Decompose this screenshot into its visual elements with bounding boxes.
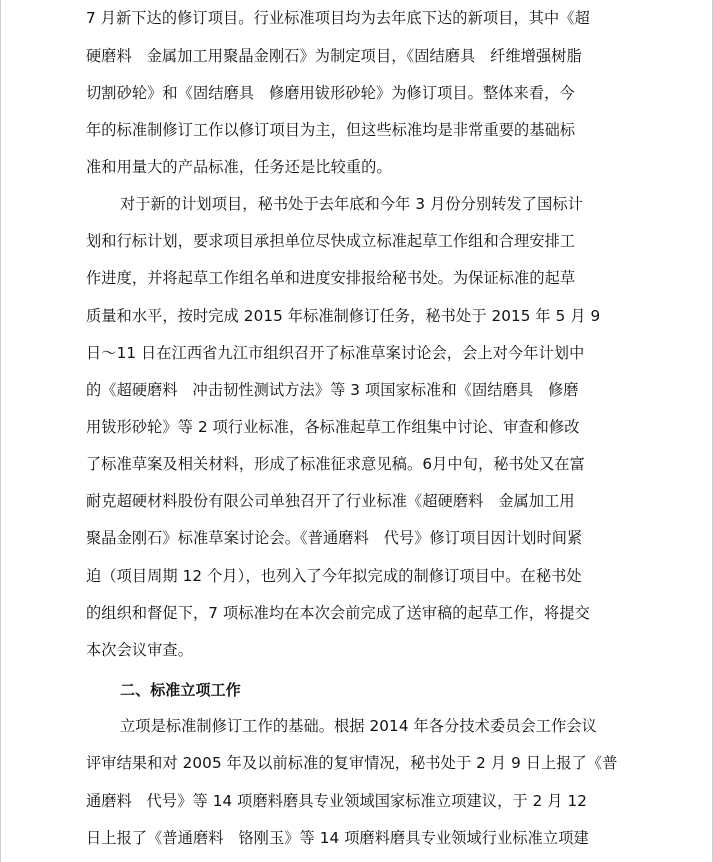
paragraph-1-line: 硬磨料 金属加工用聚晶金刚石》为制定项目，《固结磨具 纤维增强树脂 xyxy=(86,47,582,65)
paragraph-1-line: 7 月新下达的修订项目。行业标准项目均为去年底下达的新项目，其中《超 xyxy=(86,9,590,27)
paragraph-2-line: 的《超硬磨料 冲击韧性测试方法》等 3 项国家标准和《固结磨具 修磨 xyxy=(86,381,579,399)
paragraph-2-line: 的组织和督促下，7 项标准均在本次会前完成了送审稿的起草工作，将提交 xyxy=(86,604,590,622)
section-heading: 二、标准立项工作 xyxy=(120,681,241,699)
paragraph-2-line: 质量和水平，按时完成 2015 年标准制修订任务，秘书处于 2015 年 5 月 9 xyxy=(86,307,601,325)
paragraph-3-line: 通磨料 代号》等 14 项磨料磨具专业领域国家标准立项建议，于 2 月 12 xyxy=(86,792,587,810)
paragraph-3-line: 日上报了《普通磨料 铬刚玉》等 14 项磨料磨具专业领域行业标准立项建 xyxy=(86,829,589,847)
paragraph-2-line: 耐克超硬材料股份有限公司单独召开了行业标准《超硬磨料 金属加工用 xyxy=(86,492,575,510)
paragraph-3-line: 评审结果和对 2005 年及以前标准的复审情况，秘书处于 2 月 9 日上报了《普 xyxy=(86,754,618,772)
paragraph-2-line: 对于新的计划项目，秘书处于去年底和今年 3 月份分别转发了国标计 xyxy=(120,195,583,213)
paragraph-1-line: 切割砂轮》和《固结磨具 修磨用钹形砂轮》为修订项目。整体来看，今 xyxy=(86,84,575,102)
page-left-border xyxy=(0,0,1,862)
paragraph-2-line: 作进度，并将起草工作组名单和进度安排报给秘书处。为保证标准的起草 xyxy=(86,269,576,287)
paragraph-1-line: 准和用量大的产品标准，任务还是比较重的。 xyxy=(86,158,392,176)
paragraph-3-line: 立项是标准制修订工作的基础。根据 2014 年各分技术委员会工作会议 xyxy=(120,717,597,735)
paragraph-2-line: 划和行标计划，要求项目承担单位尽快成立标准起草工作组和合理安排工 xyxy=(86,232,576,250)
paragraph-2-line: 迫（项目周期 12 个月），也列入了今年拟完成的制修订项目中。在秘书处 xyxy=(86,567,582,585)
paragraph-2-line: 聚晶金刚石》标准草案讨论会。《普通磨料 代号》修订项目因计划时间紧 xyxy=(86,529,583,547)
paragraph-2-line: 用钹形砂轮》等 2 项行业标准，各标准起草工作组集中讨论、审查和修改 xyxy=(86,418,580,436)
paragraph-2-line: 日～11 日在江西省九江市组织召开了标准草案讨论会，会上对今年计划中 xyxy=(86,344,585,362)
paragraph-2-line: 本次会议审查。 xyxy=(86,641,194,659)
paragraph-1-line: 年的标准制修订工作以修订项目为主，但这些标准均是非常重要的基础标 xyxy=(86,121,576,139)
paragraph-2-line: 了标准草案及相关材料，形成了标准征求意见稿。6月中旬，秘书处又在富 xyxy=(86,455,585,473)
